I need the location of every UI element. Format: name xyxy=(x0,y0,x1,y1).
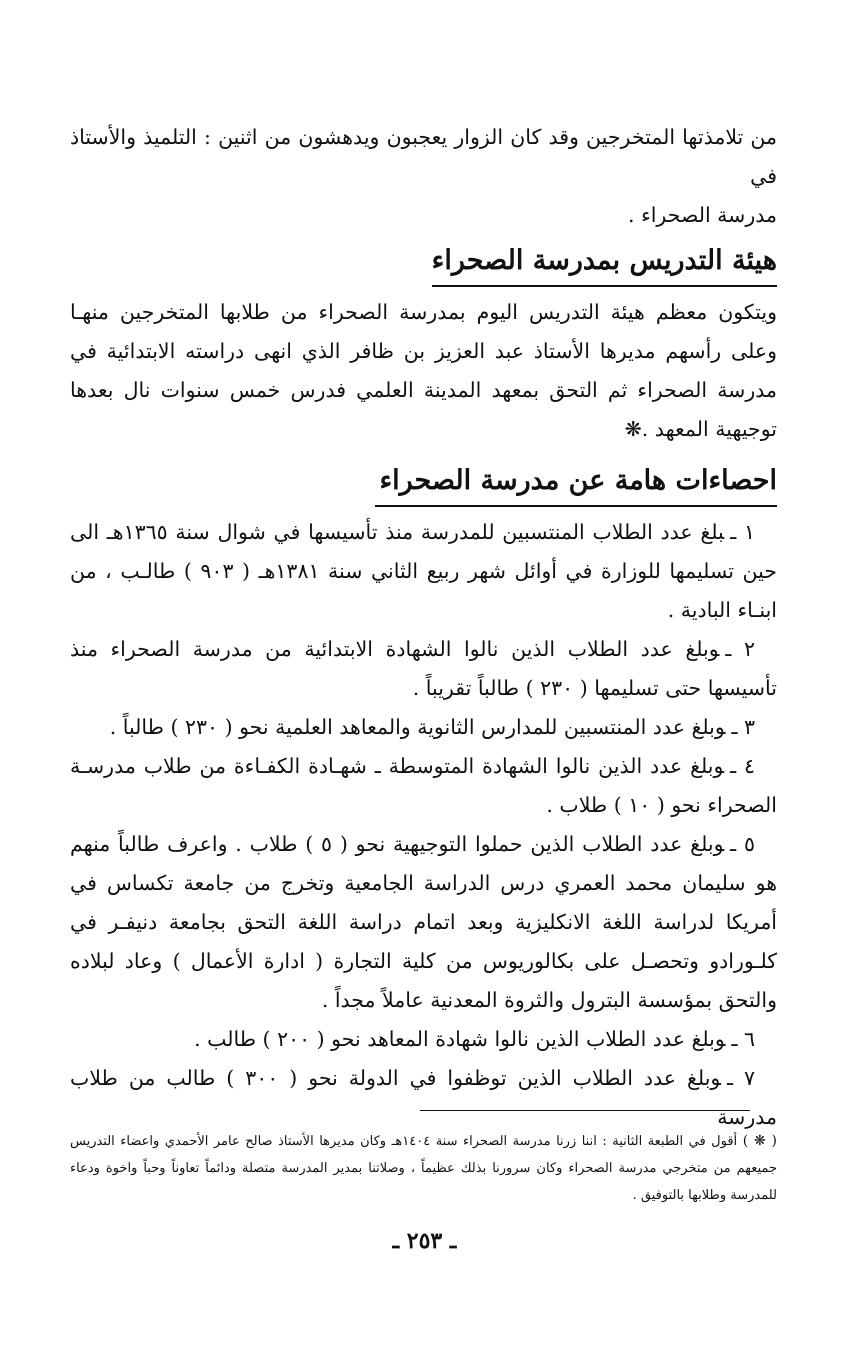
intro-line-2: مدرسة الصحراء . xyxy=(628,203,777,227)
stats-item xyxy=(70,630,777,708)
faculty-paragraph: ويتكون معظم هيئة التدريس اليوم بمدرسة الصحراء من طلابها المتخرجين منهـا وعلى رأسهم مديرها الأستاذ عبد العزيز بن ظافر الذي انهى دراسته الابتدائية في مدرسة الصحراء ثم التحق بمعهد المدينة العلمي فدرس خمس سنوات نال بعدها توجيهية المعهد .❋ xyxy=(70,300,777,441)
stats-item-number: ٢ ـ xyxy=(725,637,755,661)
section-heading-faculty: هيئة التدريس بمدرسة الصحراء xyxy=(432,239,777,287)
footnote-marker: ( ❋ ) xyxy=(742,1133,777,1149)
stats-item-number: ٦ ـ xyxy=(731,1027,755,1051)
stats-item-text: وبلغ عدد المنتسبين للمدارس الثانوية والمعاهد العلمية نحو ( ٢٣٠ ) طالباً . xyxy=(109,715,726,739)
stats-item-text: وبلغ عدد الطلاب الذين حملوا التوجيهية نحو ( ٥ ) طلاب . واعرف طالباً منهم هو سليمان محمد العمري درس الدراسة الجامعية وتخرج من جامعة تكساس في أمريكا لدراسة اللغة الانكليزية وبعد اتمام دراسة اللغة التحق بجامعة دنيفـر في كلـورادو وتحصـل على بكالوريوس من كلية التجارة ( ادارة الأعمال ) وعاد لبلاده والتحق بمؤسسة البترول والثروة المعدنية عاملاً مجداً . xyxy=(70,832,777,1012)
stats-item xyxy=(70,1059,777,1137)
stats-item-text: وبلغ عدد الطلاب الذين نالوا شهادة المعاهد نحو ( ٢٠٠ ) طالب . xyxy=(194,1027,726,1051)
stats-item-number: ١ ـ xyxy=(730,520,756,544)
stats-item-number: ٤ ـ xyxy=(730,754,755,778)
stats-item-text: وبلغ عدد الذين نالوا الشهادة المتوسطة ـ شهـادة الكفـاءة من طلاب مدرسـة الصحراء نحو ( ١٠ ) طلاب . xyxy=(70,754,777,817)
stats-item xyxy=(70,708,777,747)
stats-item-number: ٧ ـ xyxy=(727,1066,755,1090)
intro-line-1: من تلامذتها المتخرجين وقد كان الزوار يعجبون ويدهشون من اثنين : التلميذ والأستاذ في xyxy=(70,125,777,188)
section-heading-faculty-wrap xyxy=(70,239,777,287)
footnote-divider xyxy=(420,1110,750,1111)
section-heading-stats: احصاءات هامة عن مدرسة الصحراء xyxy=(375,459,777,507)
stats-item-text: بلغ عدد الطلاب المنتسبين للمدرسة منذ تأسيسها في شوال سنة ١٣٦٥هـ الى حين تسليمها للوزارة في أوائل شهر ربيع الثاني سنة ١٣٨١هـ ( ٩٠٣ ) طالـب ، من ابنـاء البادية . xyxy=(70,520,777,622)
stats-item xyxy=(70,747,777,825)
stats-item-number: ٣ ـ xyxy=(731,715,755,739)
stats-item-text: وبلغ عدد الطلاب الذين توظفوا في الدولة نحو ( ٣٠٠ ) طالب من طلاب مدرسة xyxy=(70,1066,777,1129)
stats-item-number: ٥ ـ xyxy=(730,832,755,856)
stats-item xyxy=(70,513,777,630)
stats-item xyxy=(70,825,777,1020)
footnote xyxy=(70,1128,777,1209)
section-heading-stats-wrap xyxy=(70,459,777,507)
page-body xyxy=(70,118,777,1137)
stats-item xyxy=(70,1020,777,1059)
stats-list xyxy=(70,513,777,1137)
stats-item-text: وبلغ عدد الطلاب الذين نالوا الشهادة الابتدائية من مدرسة الصحراء منذ تأسيسها حتى تسليمها ( ٢٣٠ ) طالباً تقريباً . xyxy=(70,637,777,700)
footnote-text: أقول في الطبعة الثانية : اننا زرنا مدرسة الصحراء سنة ١٤٠٤هـ وكان مديرها الأستاذ صالح عامر الأحمدي واعضاء التدريس جميعهم من متخرجي مدرسة الصحراء وكان سرورنا بذلك عظيماً ، وصلاتنا بمدير المدرسة متصلة ودائماً تعاوناً وحباً واخوة ودعاء للمدرسة وطلابها بالتوفيق . xyxy=(70,1134,777,1203)
page-number: ـ ٢٥٣ ـ xyxy=(392,1228,457,1254)
